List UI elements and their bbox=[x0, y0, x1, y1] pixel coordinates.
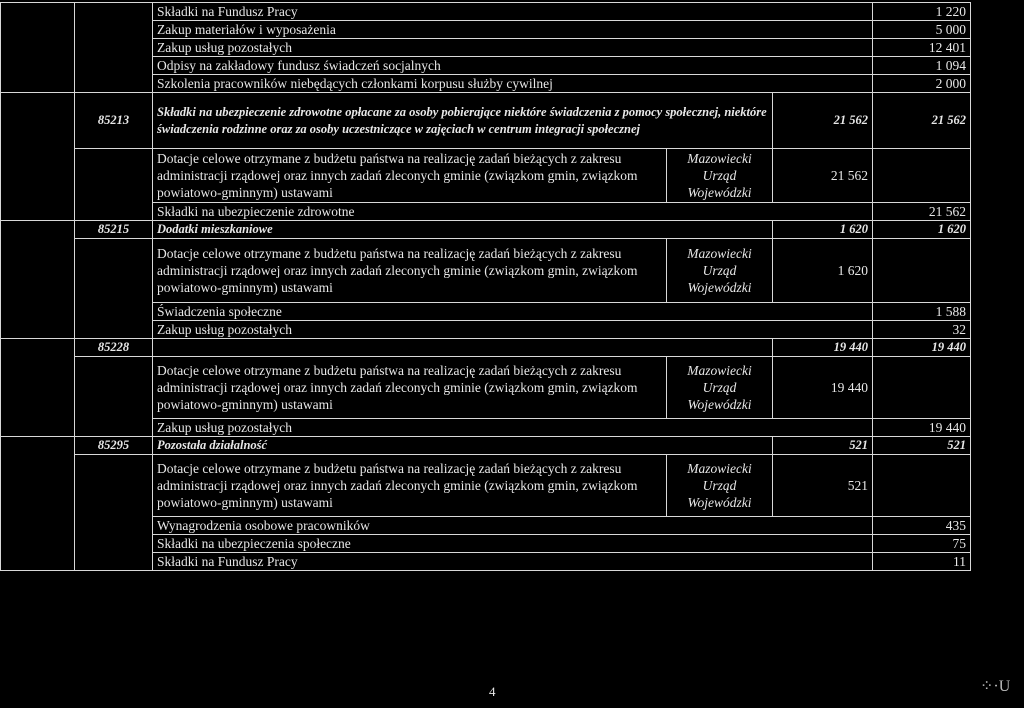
table-row bbox=[1, 553, 971, 571]
grantor-line: Mazowiecki bbox=[687, 363, 752, 378]
section-total-plan: 19 440 bbox=[773, 339, 873, 357]
section-title bbox=[153, 339, 773, 357]
section-header-row bbox=[1, 221, 971, 239]
subsidy-row bbox=[1, 239, 971, 303]
section-total-plan: 1 620 bbox=[773, 221, 873, 239]
section-title: Pozostała działalność bbox=[153, 437, 773, 455]
table-row bbox=[1, 203, 971, 221]
item-desc: Zakup usług pozostałych bbox=[153, 419, 873, 437]
section-total-plan: 21 562 bbox=[773, 93, 873, 149]
section-header-row bbox=[1, 437, 971, 455]
grantor-unit bbox=[667, 239, 773, 303]
grantor-line: Urząd bbox=[702, 168, 737, 183]
item-amount: 12 401 bbox=[873, 39, 971, 57]
section-code: 85215 bbox=[75, 221, 153, 239]
table-row bbox=[1, 535, 971, 553]
grantor-line: Mazowiecki bbox=[687, 151, 752, 166]
item-desc: Zakup usług pozostałych bbox=[153, 321, 873, 339]
item-amount: 75 bbox=[873, 535, 971, 553]
subsidy-row bbox=[1, 357, 971, 419]
section-title: Składki na ubezpieczenie zdrowotne opłacane za osoby pobierające niektóre świadczenia z pomocy społecznej, niektóre świadczenia rodzinne oraz za osoby uczestniczące w zajęciach w centrum integracji społecznej bbox=[153, 93, 773, 149]
subsidy-desc: Dotacje celowe otrzymane z budżetu państwa na realizację zadań bieżących z zakresu administracji rządowej oraz innych zadań zleconych gminie (związkom gmin, związkom powiatowo-gminnym) ustawami bbox=[153, 455, 667, 517]
item-amount: 32 bbox=[873, 321, 971, 339]
subsidy-desc: Dotacje celowe otrzymane z budżetu państwa na realizację zadań bieżących z zakresu administracji rządowej oraz innych zadań zleconych gminie (związkom gmin, związkom powiatowo-gminnym) ustawami bbox=[153, 357, 667, 419]
subsidy-desc: Dotacje celowe otrzymane z budżetu państwa na realizację zadań bieżących z zakresu administracji rządowej oraz innych zadań zleconych gminie (związkom gmin, związkom powiatowo-gminnym) ustawami bbox=[153, 149, 667, 203]
grantor-line: Urząd bbox=[702, 478, 737, 493]
grantor-line: Wojewódzki bbox=[687, 495, 752, 510]
item-desc: Szkolenia pracowników niebędących członkami korpusu służby cywilnej bbox=[153, 75, 873, 93]
table-row bbox=[1, 321, 971, 339]
section-header-row bbox=[1, 93, 971, 149]
item-amount: 19 440 bbox=[873, 419, 971, 437]
subsidy-amount: 521 bbox=[773, 455, 873, 517]
grantor-line: Wojewódzki bbox=[687, 185, 752, 200]
item-amount: 2 000 bbox=[873, 75, 971, 93]
section-code: 85213 bbox=[75, 93, 153, 149]
signature-mark: ⁘·U bbox=[980, 678, 1011, 695]
section-total: 19 440 bbox=[873, 339, 971, 357]
grantor-line: Wojewódzki bbox=[687, 280, 752, 295]
subsidy-row bbox=[1, 149, 971, 203]
section-code: 85228 bbox=[75, 339, 153, 357]
grantor-line: Mazowiecki bbox=[687, 461, 752, 476]
budget-table bbox=[0, 2, 971, 571]
table-row bbox=[1, 57, 971, 75]
item-desc: Świadczenia społeczne bbox=[153, 303, 873, 321]
item-desc: Zakup usług pozostałych bbox=[153, 39, 873, 57]
item-amount: 1 220 bbox=[873, 3, 971, 21]
section-total: 1 620 bbox=[873, 221, 971, 239]
grantor-unit bbox=[667, 455, 773, 517]
table-row bbox=[1, 3, 971, 21]
grantor-line: Urząd bbox=[702, 263, 737, 278]
grantor-unit bbox=[667, 149, 773, 203]
table-row bbox=[1, 303, 971, 321]
section-header-row bbox=[1, 339, 971, 357]
table-row bbox=[1, 39, 971, 57]
table-row bbox=[1, 21, 971, 39]
grantor-line: Mazowiecki bbox=[687, 246, 752, 261]
subsidy-amount: 19 440 bbox=[773, 357, 873, 419]
grantor-line: Wojewódzki bbox=[687, 397, 752, 412]
section-total: 21 562 bbox=[873, 93, 971, 149]
item-amount: 11 bbox=[873, 553, 971, 571]
page-number: 4 bbox=[489, 684, 496, 699]
subsidy-amount: 1 620 bbox=[773, 239, 873, 303]
item-desc: Wynagrodzenia osobowe pracowników bbox=[153, 517, 873, 535]
item-amount: 1 094 bbox=[873, 57, 971, 75]
subsidy-desc: Dotacje celowe otrzymane z budżetu państwa na realizację zadań bieżących z zakresu administracji rządowej oraz innych zadań zleconych gminie (związkom gmin, związkom powiatowo-gminnym) ustawami bbox=[153, 239, 667, 303]
item-desc: Składki na Fundusz Pracy bbox=[153, 553, 873, 571]
section-code: 85295 bbox=[75, 437, 153, 455]
item-desc: Zakup materiałów i wyposażenia bbox=[153, 21, 873, 39]
item-desc: Odpisy na zakładowy fundusz świadczeń socjalnych bbox=[153, 57, 873, 75]
subsidy-amount: 21 562 bbox=[773, 149, 873, 203]
item-desc: Składki na ubezpieczenia społeczne bbox=[153, 535, 873, 553]
item-amount: 1 588 bbox=[873, 303, 971, 321]
subsidy-row bbox=[1, 455, 971, 517]
item-amount: 5 000 bbox=[873, 21, 971, 39]
item-desc: Składki na Fundusz Pracy bbox=[153, 3, 873, 21]
grantor-unit bbox=[667, 357, 773, 419]
section-total: 521 bbox=[873, 437, 971, 455]
section-total-plan: 521 bbox=[773, 437, 873, 455]
table-row bbox=[1, 419, 971, 437]
item-amount: 435 bbox=[873, 517, 971, 535]
item-amount: 21 562 bbox=[873, 203, 971, 221]
grantor-line: Urząd bbox=[702, 380, 737, 395]
table-row bbox=[1, 75, 971, 93]
item-desc: Składki na ubezpieczenie zdrowotne bbox=[153, 203, 873, 221]
section-title: Dodatki mieszkaniowe bbox=[153, 221, 773, 239]
table-row bbox=[1, 517, 971, 535]
